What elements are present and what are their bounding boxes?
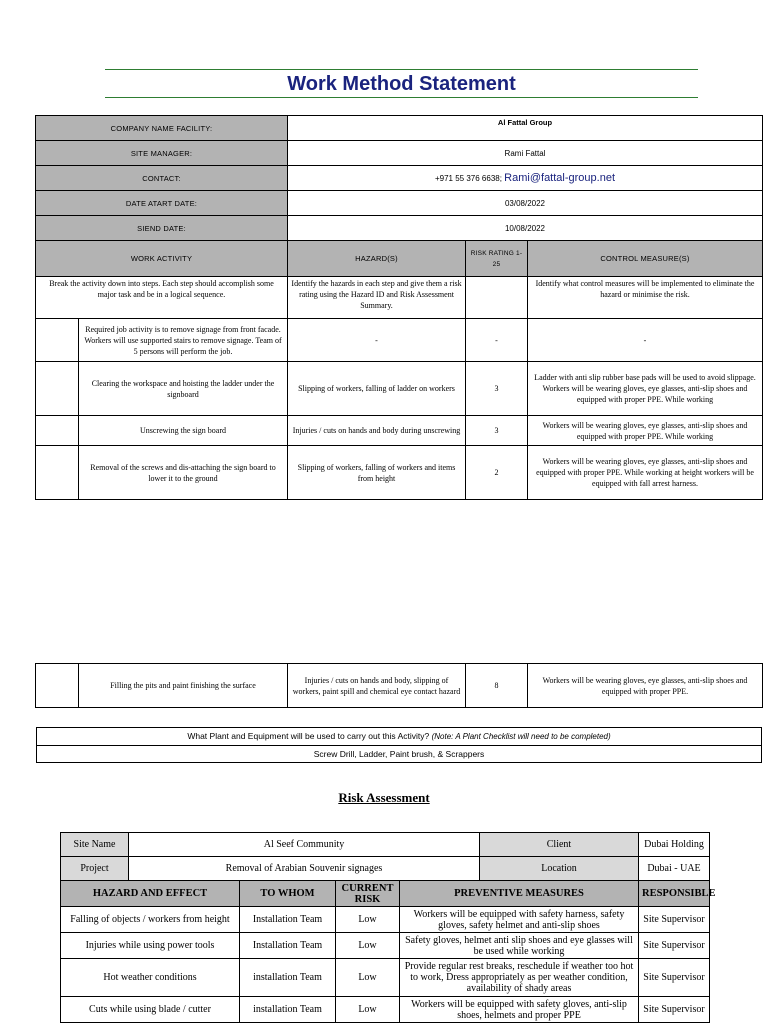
plant-question xyxy=(37,728,762,746)
ra-to-whom: Installation Team xyxy=(240,933,336,959)
ra-to-whom: installation Team xyxy=(240,997,336,1023)
client-label: Client xyxy=(480,833,639,857)
project-row xyxy=(61,857,710,881)
header-control-measures: CONTROL MEASURE(S) xyxy=(528,241,763,277)
intro-control: Identify what control measures will be implemented to eliminate the hazard or minimise the risk. xyxy=(528,277,763,319)
activity-cell: Removal of the screws and dis-attaching the sign board to lower it to the ground xyxy=(79,446,288,500)
ra-responsible: Site Supervisor xyxy=(639,933,710,959)
hazards-cell: - xyxy=(288,319,466,362)
ra-header-row xyxy=(61,881,710,907)
ra-measures: Workers will be equipped with safety gloves, anti-slip shoes, helmets and proper PPE xyxy=(400,997,639,1023)
info-row xyxy=(36,166,763,191)
ra-row xyxy=(61,959,710,997)
intro-risk xyxy=(466,277,528,319)
ra-risk: Low xyxy=(336,959,400,997)
ra-row xyxy=(61,907,710,933)
header-to-whom: TO WHOM xyxy=(240,881,336,907)
intro-hazards: Identify the hazards in each step and give them a risk rating using the Hazard ID and Risk Assessment Summary. xyxy=(288,277,466,319)
activity-cell: Unscrewing the sign board xyxy=(79,416,288,446)
header-responsible: RESPONSIBLE xyxy=(639,881,710,907)
activity-header-row xyxy=(36,241,763,277)
header-hazard-effect: HAZARD AND EFFECT xyxy=(61,881,240,907)
hazards-cell: Injuries / cuts on hands and body during unscrewing xyxy=(288,416,466,446)
header-current-risk: CURRENT RISK xyxy=(336,881,400,907)
step-cell xyxy=(36,446,79,500)
contact-email[interactable]: Rami@fattal-group.net xyxy=(504,171,615,184)
location-label: Location xyxy=(480,857,639,881)
contact-cell xyxy=(288,166,763,191)
activity-row xyxy=(36,446,763,500)
ra-measures: Provide regular rest breaks, reschedule if weather too hot to work, Dress appropriately as per weather condition, availability of shady areas xyxy=(400,959,639,997)
info-label: COMPANY NAME FACILITY: xyxy=(36,116,288,141)
work-method-table xyxy=(35,115,763,500)
ra-hazard: Injuries while using power tools xyxy=(61,933,240,959)
contact-phone: +971 55 376 6638; xyxy=(434,173,502,183)
plant-equipment-table xyxy=(36,727,762,763)
risk-cell: - xyxy=(466,319,528,362)
info-value: Rami Fattal xyxy=(288,141,763,166)
project-value: Removal of Arabian Souvenir signages xyxy=(129,857,480,881)
location-value: Dubai - UAE xyxy=(639,857,710,881)
activity-cell: Required job activity is to remove signage from front facade. Workers will use supported stairs to remove signage. Team of 5 persons will perform the job. xyxy=(79,319,288,362)
header-hazards: HAZARD(S) xyxy=(288,241,466,277)
plant-answer: Screw Drill, Ladder, Paint brush, & Scrappers xyxy=(37,746,762,763)
info-label: SIEND DATE: xyxy=(36,216,288,241)
risk-cell: 3 xyxy=(466,416,528,446)
header-work-activity: WORK ACTIVITY xyxy=(36,241,288,277)
client-value: Dubai Holding xyxy=(639,833,710,857)
header-preventive-measures: PREVENTIVE MEASURES xyxy=(400,881,639,907)
control-cell: Workers will be wearing gloves, eye glasses, anti-slip shoes and equipped with proper PPE. While working at height workers will be equipped with fall arrest harness. xyxy=(528,446,763,500)
site-name-label: Site Name xyxy=(61,833,129,857)
info-row xyxy=(36,116,763,141)
activity-row xyxy=(36,362,763,416)
activity-row xyxy=(36,416,763,446)
ra-row xyxy=(61,997,710,1023)
intro-activity: Break the activity down into steps. Each step should accomplish some major task and be in a logical sequence. xyxy=(36,277,288,319)
info-value: 03/08/2022 xyxy=(288,191,763,216)
info-label: SITE MANAGER: xyxy=(36,141,288,166)
risk-cell: 8 xyxy=(466,664,528,708)
ra-risk: Low xyxy=(336,933,400,959)
ra-hazard: Hot weather conditions xyxy=(61,959,240,997)
control-cell: - xyxy=(528,319,763,362)
activity-row xyxy=(36,319,763,362)
risk-cell: 3 xyxy=(466,362,528,416)
info-value: 10/08/2022 xyxy=(288,216,763,241)
risk-assessment-title: Risk Assessment xyxy=(338,790,430,805)
activity-cell: Clearing the workspace and hoisting the ladder under the signboard xyxy=(79,362,288,416)
project-label: Project xyxy=(61,857,129,881)
step-cell xyxy=(36,664,79,708)
info-label: DATE ATART DATE: xyxy=(36,191,288,216)
activity-cell: Filling the pits and paint finishing the surface xyxy=(79,664,288,708)
info-label: CONTACT: xyxy=(36,166,288,191)
ra-measures: Workers will be equipped with safety harness, safety gloves, safety helmet and anti-slip shoes xyxy=(400,907,639,933)
step-cell xyxy=(36,319,79,362)
plant-answer-row xyxy=(37,746,762,763)
step-cell xyxy=(36,362,79,416)
info-row xyxy=(36,141,763,166)
control-cell: Workers will be wearing gloves, eye glasses, anti-slip shoes and equipped with proper PPE. While working xyxy=(528,416,763,446)
plant-note: (Note: A Plant Checklist will need to be completed) xyxy=(431,732,611,741)
site-name-value: Al Seef Community xyxy=(129,833,480,857)
ra-hazard: Cuts while using blade / cutter xyxy=(61,997,240,1023)
plant-question-text: What Plant and Equipment will be used to carry out this Activity? xyxy=(187,731,430,741)
risk-assessment-table xyxy=(60,832,716,1023)
ra-responsible: Site Supervisor xyxy=(639,997,710,1023)
header-risk-rating: RISK RATING 1-25 xyxy=(466,241,528,277)
page-title: Work Method Statement xyxy=(287,73,516,95)
bottom-rule xyxy=(105,97,698,98)
hazards-cell: Injuries / cuts on hands and body, slipping of workers, paint spill and chemical eye contact hazard xyxy=(288,664,466,708)
activity-row xyxy=(36,664,763,708)
plant-question-row xyxy=(37,728,762,746)
ra-risk: Low xyxy=(336,997,400,1023)
risk-cell: 2 xyxy=(466,446,528,500)
info-value: Al Fattal Group xyxy=(288,116,763,141)
ra-row xyxy=(61,933,710,959)
ra-to-whom: Installation Team xyxy=(240,907,336,933)
step-cell xyxy=(36,416,79,446)
hazards-cell: Slipping of workers, falling of workers and items from height xyxy=(288,446,466,500)
info-row xyxy=(36,191,763,216)
ra-measures: Safety gloves, helmet anti slip shoes and eye glasses will be used while working xyxy=(400,933,639,959)
site-row xyxy=(61,833,710,857)
ra-hazard: Falling of objects / workers from height xyxy=(61,907,240,933)
control-cell: Ladder with anti slip rubber base pads will be used to avoid slippage. Workers will be wearing gloves, eye glasses, anti-slip shoes and equipped with proper PPE. While working xyxy=(528,362,763,416)
work-method-table-continued xyxy=(35,663,763,708)
ra-to-whom: installation Team xyxy=(240,959,336,997)
ra-responsible: Site Supervisor xyxy=(639,959,710,997)
hazards-cell: Slipping of workers, falling of ladder on workers xyxy=(288,362,466,416)
ra-risk: Low xyxy=(336,907,400,933)
control-cell: Workers will be wearing gloves, eye glasses, anti-slip shoes and equipped with proper PPE. xyxy=(528,664,763,708)
info-row xyxy=(36,216,763,241)
ra-responsible: Site Supervisor xyxy=(639,907,710,933)
activity-intro-row xyxy=(36,277,763,319)
